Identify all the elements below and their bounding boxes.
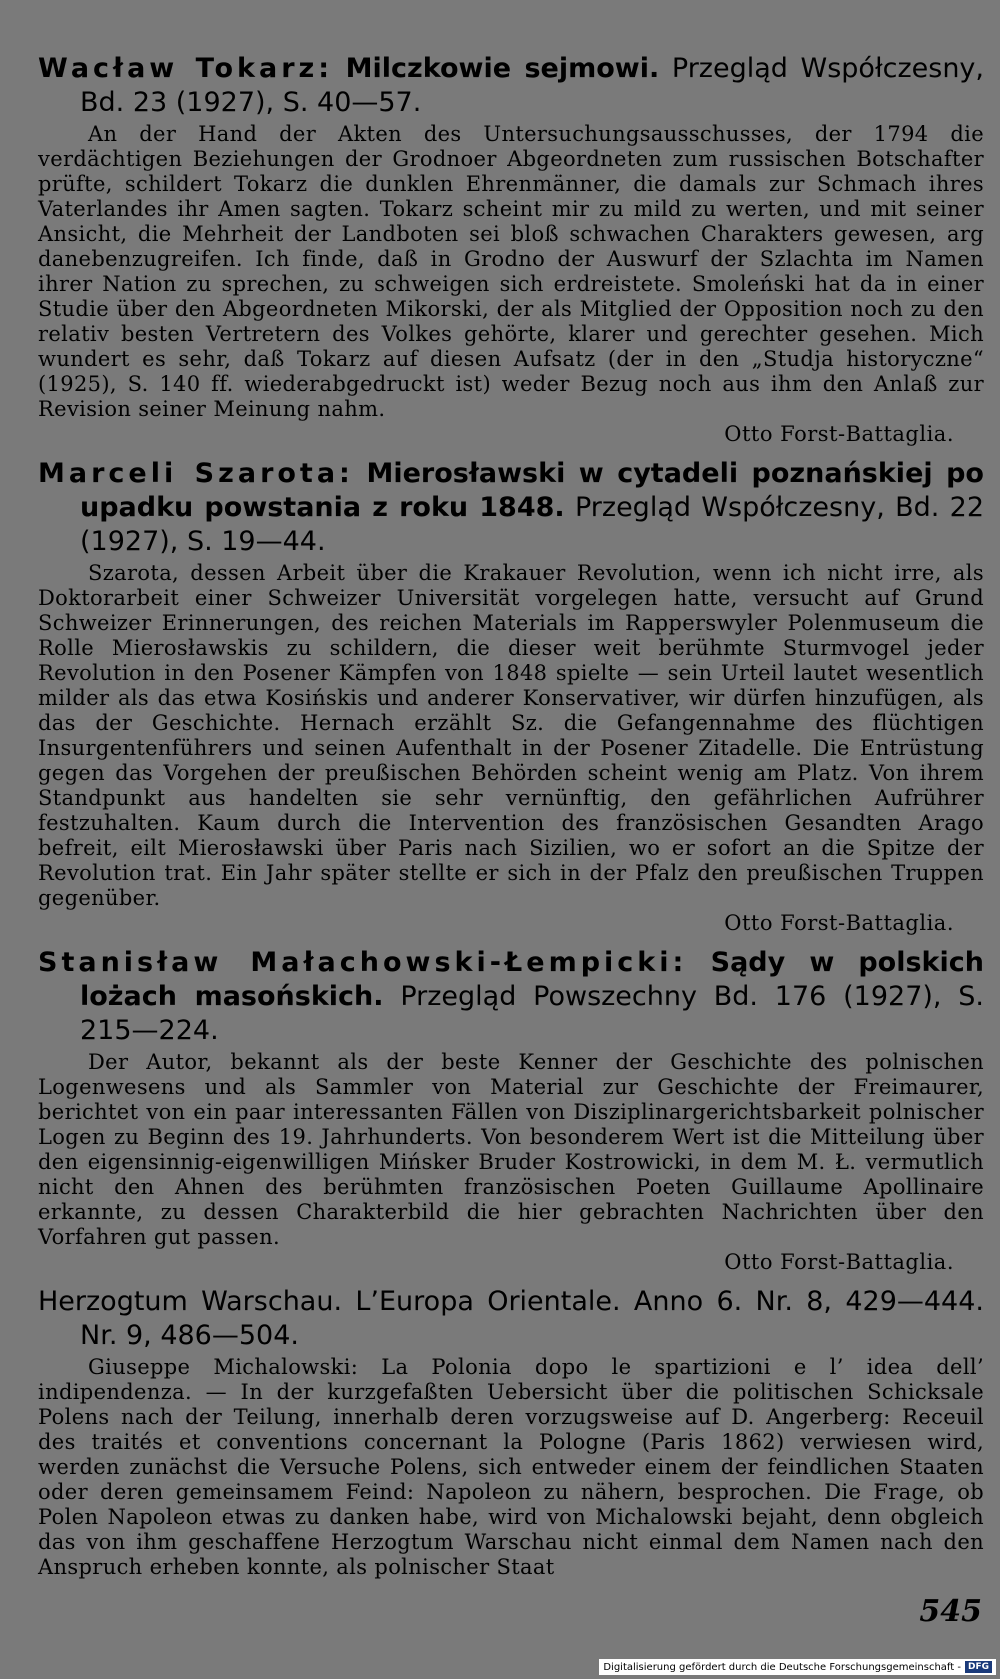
entry-title: Mierosławski w cytadeli poznańskiej po upadku powstania z roku 1848. bbox=[80, 458, 984, 523]
entry-paragraph: Szarota, dessen Arbeit über die Krakauer Revolution, wenn ich nicht irre, als Doktorarbeit einer Schweizer Universität vorgelegen hatte, versucht auf Grund Schweizer Erinnerungen, des reichen Materials im Rapperswyler Polenmuseum die Rolle Mierosławskis zu schildern, die dieser weit berühmte Sturmvogel jeder Revolution in den Posener Kämpfen von 1848 spielte — sein Urteil lautet wesentlich milder als das etwa Kosińskis und anderer Konservativer, wir dürfen hinzufügen, als das der Geschichte. Hernach erzählt Sz. die Gefangennahme des flüchtigen Insurgentenführers und seinen Aufenthalt in der Posener Zitadelle. Die Entrüstung gegen das Vorgehen der preußischen Behörden scheint wenig am Platz. Von ihrem Standpunkt aus handelten sie sehr vernünftig, den gefährlichen Aufrührer festzuhalten. Kaum durch die Intervention des französischen Gesandten Arago befreit, eilt Mierosławski über Paris nach Sizilien, wo er sofort an die Spitze der Revolution trat. Ein Jahr später stellte er sich in der Pfalz den preußischen Truppen gegenüber. bbox=[38, 561, 984, 910]
review-entry-tokarz bbox=[38, 52, 984, 447]
entry-title: Sądy w polskich lożach masońskich. bbox=[80, 947, 984, 1012]
document-page bbox=[38, 52, 984, 1590]
page-number: 545 bbox=[919, 1594, 982, 1629]
entry-paragraph: An der Hand der Akten des Untersuchungsausschusses, der 1794 die verdächtigen Beziehungen der Grodnoer Abgeordneten zum russischen Botschafter prüfte, schildert Tokarz die dunklen Ehrenmänner, die damals zur Schmach ihres Vaterlandes ihr Amen sagten. Tokarz scheint mir zu mild zu werten, und mit seiner Ansicht, die Mehrheit der Landboten sei bloß schwachen Charakters gewesen, arg danebenzugreifen. Ich finde, daß in Grodno der Auswurf der Szlachta im Namen ihrer Nation zu sprechen, zu schweigen sich erdreistete. Smoleński hat da in einer Studie über den Abgeordneten Mikorski, der als Mitglied der Opposition noch zu den relativ besten Vertretern des Volkes gehörte, klarer und gerechter gesehen. Mich wundert es sehr, daß Tokarz auf diesen Aufsatz (der in den „Studja historyczne“ (1925), S. 140 ff. wiederabgedruckt ist) weder Bezug noch aus ihm den Anlaß zur Revision seiner Meinung nahm. bbox=[38, 122, 984, 421]
dfg-logo: DFG bbox=[965, 1661, 992, 1673]
entry-heading bbox=[38, 457, 984, 559]
entry-body bbox=[38, 1050, 984, 1250]
entry-citation: Przegląd Powszechny Bd. 176 (1927), S. 215—224. bbox=[80, 981, 984, 1046]
entry-heading bbox=[38, 52, 984, 120]
entry-signature: Otto Forst-Battaglia. bbox=[724, 422, 954, 446]
footer-text: Digitalisierung gefördert durch die Deutsche Forschungsgemeinschaft - bbox=[603, 1661, 961, 1673]
entry-author: Stanisław Małachowski-Łempicki: bbox=[38, 947, 688, 978]
entry-paragraph: Giuseppe Michalowski: La Polonia dopo le spartizioni e l’ idea dell’ indipendenza. — In der kurzgefaßten Uebersicht über die politischen Schicksale Polens nach der Teilung, innerhalb deren vorzugsweise auf D. Angerberg: Receuil des traités et conventions concernant la Pologne (Paris 1862) verwiesen wird, werden zunächst die Versuche Polens, sich entweder einem der feindlichen Staaten oder deren gemeinsamem Feind: Napoleon zu nähern, besprochen. Die Frage, ob Polen Napoleon etwas zu danken habe, wird von Michalowski bejaht, denn obgleich das von ihm geschaffene Herzogtum Warschau nicht einmal dem Namen nach den Anspruch erheben konnte, als polnischer Staat bbox=[38, 1355, 984, 1579]
entry-body bbox=[38, 122, 984, 422]
review-entry-herzogtum bbox=[38, 1285, 984, 1580]
entry-body bbox=[38, 561, 984, 911]
review-entry-szarota bbox=[38, 457, 984, 936]
entry-signature: Otto Forst-Battaglia. bbox=[724, 911, 954, 935]
entry-citation: Przegląd Współczesny, Bd. 22 (1927), S. 19—44. bbox=[80, 492, 984, 557]
entry-title: Milczkowie sejmowi. bbox=[345, 53, 660, 84]
entry-author: Marceli Szarota: bbox=[38, 458, 354, 489]
entry-citation: Herzogtum Warschau. L’Europa Orientale. Anno 6. Nr. 8, 429—444. Nr. 9, 486—504. bbox=[38, 1286, 984, 1351]
entry-body bbox=[38, 1355, 984, 1580]
entry-citation: Przegląd Współczesny, Bd. 23 (1927), S. 40—57. bbox=[80, 53, 984, 118]
entry-author: Wacław Tokarz: bbox=[38, 53, 334, 84]
review-entry-malachowski bbox=[38, 946, 984, 1275]
entry-paragraph: Der Autor, bekannt als der beste Kenner der Geschichte des polnischen Logenwesens und als Sammler von Material zur Geschichte der Freimaurer, berichtet von ein paar interessanten Fällen von Disziplinargerichtsbarkeit polnischer Logen zu Beginn des 19. Jahrhunderts. Von besonderem Wert ist die Mitteilung über den eigensinnig-eigenwilligen Mińsker Bruder Kostrowicki, in dem M. Ł. vermutlich nicht den Ahnen des berühmten französischen Poeten Guillaume Apollinaire erkannte, zu dessen Charakterbild die hier gebrachten Nachrichten über den Vorfahren gut passen. bbox=[38, 1050, 984, 1249]
entry-heading bbox=[38, 946, 984, 1048]
digitization-footer bbox=[599, 1659, 996, 1675]
entry-heading bbox=[38, 1285, 984, 1353]
entry-signature: Otto Forst-Battaglia. bbox=[724, 1250, 954, 1274]
